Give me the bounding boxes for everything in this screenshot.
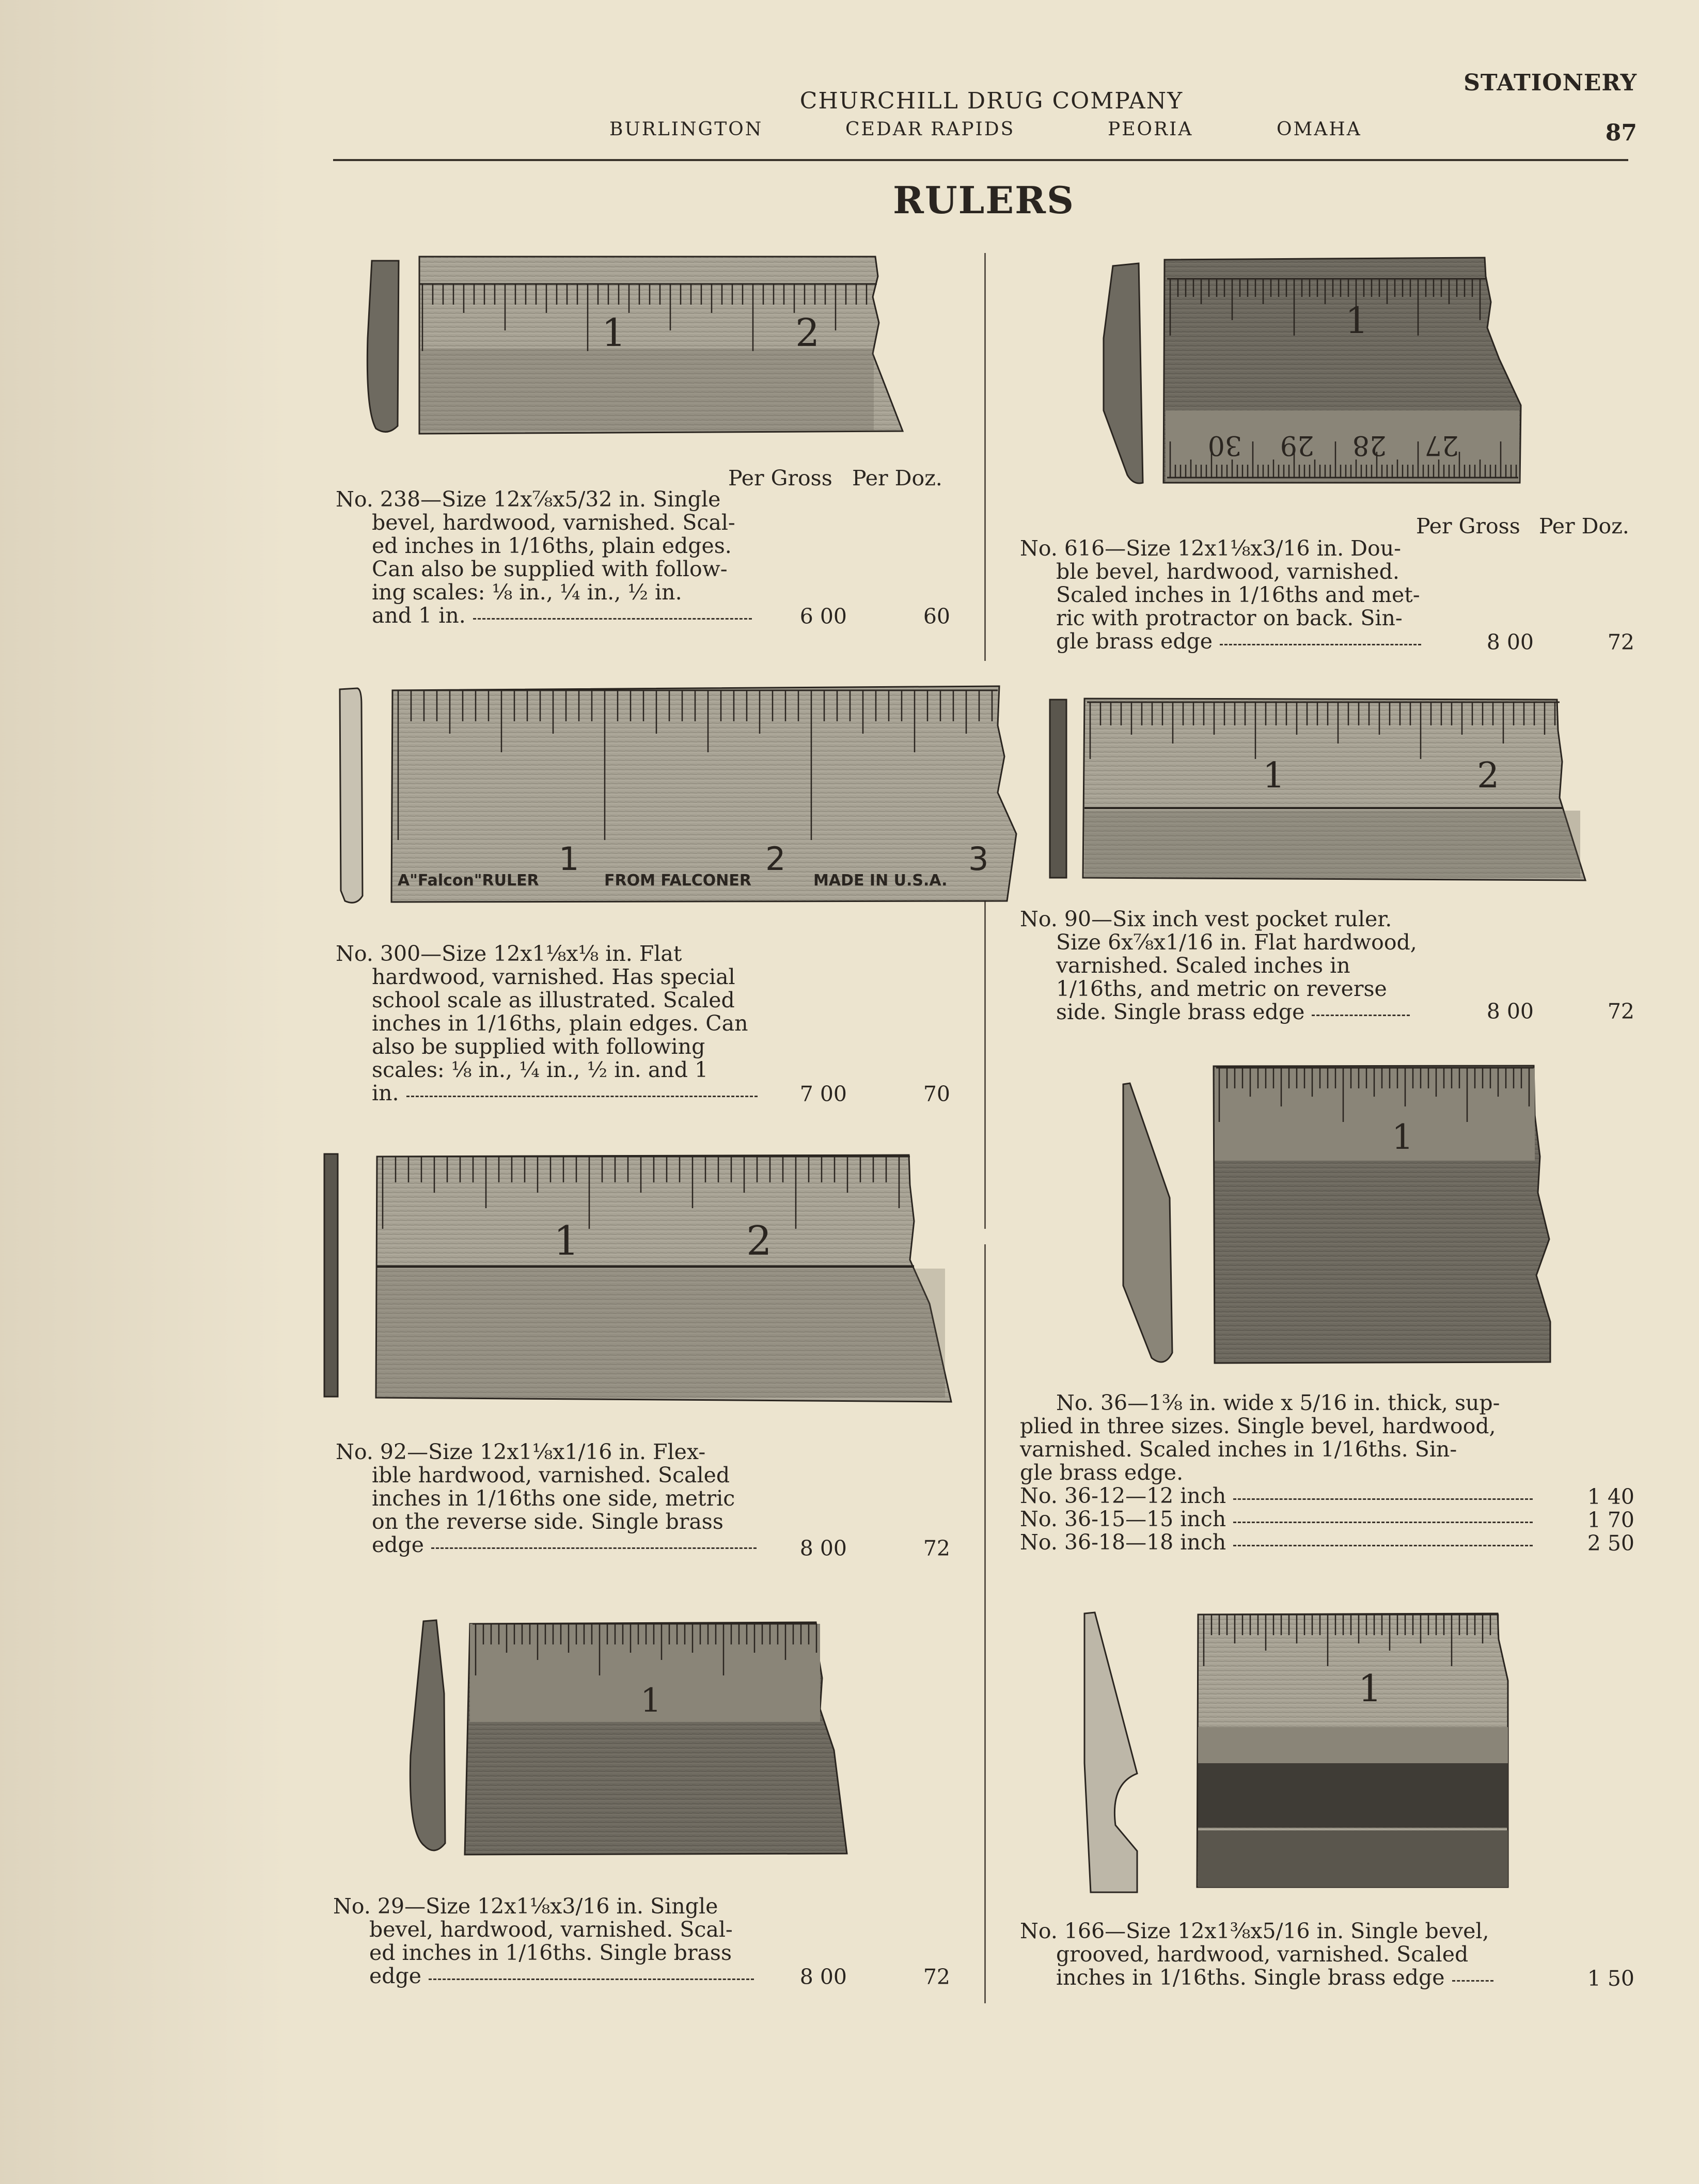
- ruler-300-illustration: [336, 684, 1020, 909]
- ruler-92-per-doz: 72: [923, 1536, 950, 1561]
- city-burlington: BURLINGTON: [609, 119, 763, 140]
- ruler-616-per-doz: 72: [1607, 630, 1634, 655]
- ruler-90-illustration: [1046, 694, 1588, 885]
- ruler-238-numeral-2: 2: [795, 311, 820, 355]
- page-title: RULERS: [893, 178, 1075, 222]
- desc-line: No. 616—Size 12x1⅛x3/16 in. Dou-: [1020, 536, 1401, 561]
- ruler-90-description: [1020, 908, 1417, 1024]
- metric-numeral: 28: [1352, 430, 1387, 461]
- desc-line: scales: ⅛ in., ¼ in., ½ in. and 1: [372, 1057, 709, 1082]
- desc-line: side. Single brass edge: [1056, 1000, 1305, 1024]
- desc-line: hardwood, varnished. Has special: [372, 964, 735, 989]
- metric-numeral: 29: [1280, 430, 1314, 461]
- leader-dots: [1312, 1015, 1410, 1016]
- ruler-92-description: [336, 1441, 757, 1557]
- column-divider: [984, 253, 986, 661]
- desc-line: inches in 1/16ths, plain edges. Can: [372, 1011, 748, 1036]
- page-shadow: [0, 0, 289, 2184]
- desc-line: bevel, hardwood, varnished. Scal-: [369, 1917, 733, 1942]
- leader-dots: [431, 1547, 757, 1549]
- ruler-166-description: [1020, 1920, 1493, 1989]
- ruler-238-illustration: [361, 256, 909, 441]
- left-per-gross-header: Per Gross: [728, 466, 832, 490]
- size-label: No. 36-15—15 inch: [1020, 1507, 1226, 1531]
- ruler-29-per-doz: 72: [923, 1965, 950, 1989]
- desc-line: inches in 1/16ths. Single brass edge: [1056, 1965, 1445, 1990]
- ruler-90-profile: [1050, 700, 1066, 878]
- desc-line: ble bevel, hardwood, varnished.: [1056, 559, 1399, 584]
- right-per-doz-header: Per Doz.: [1539, 514, 1629, 539]
- ruler-92-bevel: [377, 1269, 945, 1398]
- desc-line: bevel, hardwood, varnished. Scal-: [372, 510, 735, 535]
- ruler-92-illustration: [320, 1149, 955, 1407]
- ruler-92-numeral-2: 2: [746, 1218, 772, 1264]
- desc-line: No. 36—1⅜ in. wide x 5/16 in. thick, sup-: [1056, 1390, 1500, 1415]
- leader-dots: [473, 618, 752, 620]
- desc-line: No. 90—Six inch vest pocket ruler.: [1020, 907, 1392, 931]
- ruler-238-profile: [367, 261, 399, 432]
- ruler-29-description: [333, 1895, 754, 1988]
- right-per-gross-header: Per Gross: [1416, 514, 1520, 539]
- ruler-90-per-gross: 8 00: [1486, 999, 1534, 1024]
- ruler-166-bevel: [1198, 1830, 1508, 1887]
- ruler-90-bevel: [1084, 811, 1580, 878]
- ruler-90-per-doz: 72: [1607, 999, 1634, 1024]
- desc-line: 1/16ths, and metric on reverse: [1056, 976, 1387, 1001]
- leader-dots: [406, 1096, 758, 1097]
- leader-dots: [1233, 1522, 1533, 1523]
- left-per-doz-header: Per Doz.: [852, 466, 942, 490]
- ruler-166-profile: [1084, 1612, 1137, 1892]
- ruler-29-per-gross: 8 00: [799, 1965, 847, 1989]
- ruler-29-numeral-1: 1: [640, 1682, 662, 1720]
- ruler-36-12-price: 1 40: [1587, 1484, 1634, 1509]
- section-title: STATIONERY: [1464, 70, 1637, 96]
- imprint-from-falconer: FROM FALCONER: [604, 872, 751, 890]
- desc-line: varnished. Scaled inches in 1/16ths. Sin-: [1020, 1437, 1457, 1462]
- desc-line: in.: [372, 1081, 399, 1105]
- leader-dots: [429, 1979, 754, 1980]
- ruler-29-illustration: [403, 1616, 868, 1859]
- desc-line: edge: [372, 1532, 424, 1557]
- desc-line: inches in 1/16ths one side, metric: [372, 1486, 735, 1511]
- ruler-300-numeral-2: 2: [765, 840, 786, 878]
- city-cedar-rapids: CEDAR RAPIDS: [845, 119, 1015, 140]
- size-label: No. 36-18—18 inch: [1020, 1530, 1226, 1555]
- ruler-36-profile: [1123, 1083, 1172, 1362]
- ruler-300-per-gross: 7 00: [799, 1082, 847, 1106]
- ruler-300-description: [336, 942, 758, 1105]
- desc-line: Scaled inches in 1/16ths and met-: [1056, 582, 1420, 607]
- ruler-36-18-price: 2 50: [1587, 1531, 1634, 1556]
- column-divider: [984, 1244, 986, 2003]
- ruler-616-per-gross: 8 00: [1486, 630, 1534, 655]
- ruler-238-bevel: [419, 349, 874, 431]
- metric-numeral: 30: [1207, 430, 1242, 461]
- ruler-36-numeral-1: 1: [1392, 1117, 1413, 1157]
- ruler-166-numeral-1: 1: [1358, 1667, 1382, 1710]
- ruler-36-illustration: [1121, 1064, 1554, 1373]
- desc-line: No. 166—Size 12x1⅜x5/16 in. Single bevel,: [1020, 1919, 1489, 1943]
- leader-dots: [1233, 1545, 1533, 1546]
- ruler-300-numeral-3: 3: [968, 840, 989, 878]
- size-label: No. 36-12—12 inch: [1020, 1483, 1226, 1508]
- desc-line: also be supplied with following: [372, 1034, 705, 1059]
- ruler-238-numeral-1: 1: [602, 311, 626, 355]
- ruler-300-profile: [340, 688, 363, 903]
- desc-line: grooved, hardwood, varnished. Scaled: [1056, 1942, 1469, 1967]
- ruler-29-profile: [410, 1620, 445, 1850]
- ruler-300-per-doz: 70: [923, 1082, 950, 1106]
- ruler-90-numeral-1: 1: [1263, 755, 1285, 796]
- desc-line: No. 92—Size 12x1⅛x1/16 in. Flex-: [336, 1439, 706, 1464]
- desc-line: plied in three sizes. Single bevel, hardwood,: [1020, 1414, 1496, 1438]
- ruler-238-description: [336, 488, 752, 627]
- ruler-36-15-price: 1 70: [1587, 1508, 1634, 1532]
- ruler-616-profile: [1104, 263, 1143, 483]
- desc-line: No. 238—Size 12x⅞x5/32 in. Single: [336, 487, 721, 512]
- desc-line: varnished. Scaled inches in: [1056, 953, 1350, 978]
- desc-line: edge: [369, 1964, 422, 1988]
- city-peoria: PEORIA: [1108, 119, 1193, 140]
- ruler-92-numeral-1: 1: [554, 1218, 579, 1264]
- leader-dots: [1452, 1980, 1493, 1982]
- city-omaha: OMAHA: [1277, 119, 1362, 140]
- desc-line: and 1 in.: [372, 603, 466, 628]
- ruler-36-description: [1020, 1391, 1533, 1554]
- ruler-92-profile: [324, 1154, 338, 1397]
- desc-line: gle brass edge.: [1020, 1460, 1184, 1485]
- desc-line: school scale as illustrated. Scaled: [372, 988, 735, 1012]
- imprint-made-in-usa: MADE IN U.S.A.: [813, 872, 948, 890]
- desc-line: ed inches in 1/16ths. Single brass: [369, 1940, 732, 1965]
- page-number: 87: [1605, 120, 1637, 146]
- desc-line: ed inches in 1/16ths, plain edges.: [372, 533, 732, 558]
- ruler-238-per-gross: 6 00: [799, 604, 847, 629]
- ruler-616-illustration: [1103, 256, 1526, 488]
- ruler-166-groove: [1198, 1763, 1508, 1828]
- leader-dots: [1233, 1498, 1533, 1500]
- ruler-166-price: 1 50: [1587, 1966, 1634, 1991]
- ruler-300-face: [391, 686, 1016, 902]
- desc-line: on the reverse side. Single brass: [372, 1509, 723, 1534]
- desc-line: No. 29—Size 12x1⅛x3/16 in. Single: [333, 1894, 718, 1919]
- ruler-616-description: [1020, 537, 1421, 653]
- leader-dots: [1220, 644, 1421, 645]
- ruler-166-illustration: [1079, 1608, 1544, 1897]
- header-rule: [333, 159, 1628, 161]
- desc-line: ing scales: ⅛ in., ¼ in., ½ in.: [372, 580, 682, 605]
- desc-line: No. 300—Size 12x1⅛x⅛ in. Flat: [336, 941, 682, 966]
- company-name: CHURCHILL DRUG COMPANY: [799, 88, 1184, 114]
- desc-line: Can also be supplied with follow-: [372, 557, 728, 581]
- desc-line: ible hardwood, varnished. Scaled: [372, 1463, 730, 1487]
- ruler-300-numeral-1: 1: [559, 840, 579, 878]
- desc-line: ric with protractor on back. Sin-: [1056, 606, 1403, 630]
- metric-numeral: 27: [1424, 430, 1459, 461]
- ruler-238-per-doz: 60: [923, 604, 950, 629]
- ruler-616-numeral-1: 1: [1345, 299, 1368, 342]
- ruler-90-numeral-2: 2: [1477, 755, 1500, 796]
- desc-line: Size 6x⅞x1/16 in. Flat hardwood,: [1056, 930, 1417, 955]
- imprint-falcon-ruler: A"Falcon"RULER: [398, 872, 539, 890]
- ruler-92-per-gross: 8 00: [799, 1536, 847, 1561]
- desc-line: gle brass edge: [1056, 629, 1213, 654]
